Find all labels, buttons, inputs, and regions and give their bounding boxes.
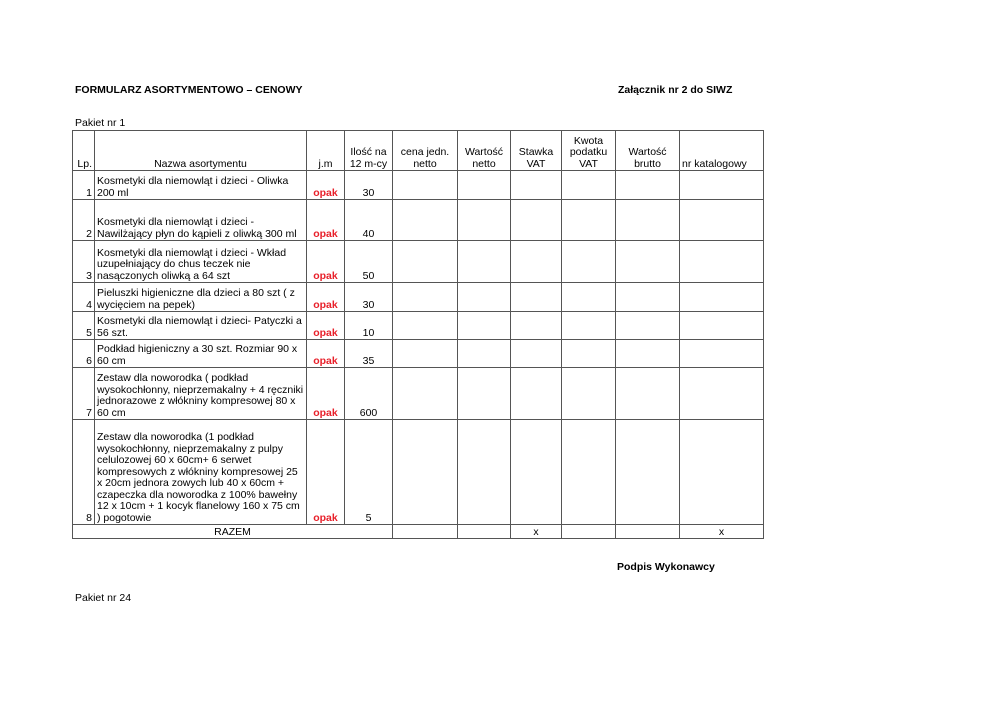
row-catalog-cell (680, 312, 764, 340)
row-vat-amount-cell (562, 283, 616, 312)
row-net-value-cell (458, 420, 511, 525)
row-lp: 8 (73, 420, 95, 525)
summary-unit-price-cell (393, 525, 458, 539)
row-unit: opak (307, 340, 345, 368)
header-vat-rate (511, 131, 562, 171)
row-net-value-cell (458, 241, 511, 283)
header-net-line1: Wartość (464, 146, 504, 158)
row-unit: opak (307, 368, 345, 420)
table-row (73, 368, 764, 420)
row-vat-amount-cell (562, 368, 616, 420)
header-unit-price (393, 131, 458, 171)
attachment-label: Załącznik nr 2 do SIWZ (618, 84, 733, 96)
row-vat-amount-cell (562, 171, 616, 200)
row-vat-amount-cell (562, 340, 616, 368)
row-lp: 6 (73, 340, 95, 368)
row-gross-value-cell (616, 420, 680, 525)
header-net-line2: netto (472, 157, 496, 170)
row-unit-price-cell (393, 241, 458, 283)
header-unit: j.m (307, 131, 345, 171)
row-vat-rate-cell (511, 283, 562, 312)
row-unit-price-cell (393, 420, 458, 525)
row-vat-rate-cell (511, 368, 562, 420)
row-name: Kosmetyki dla niemowląt i dzieci - Wkład uzupełniający do chus teczek nie nasączonych oliwką a 64 szt (95, 241, 307, 283)
row-gross-value-cell (616, 283, 680, 312)
table-row (73, 312, 764, 340)
row-unit: opak (307, 171, 345, 200)
form-title: FORMULARZ ASORTYMENTOWO – CENOWY (75, 84, 303, 96)
row-qty: 30 (345, 283, 393, 312)
row-lp: 5 (73, 312, 95, 340)
header-price-line1: cena jedn. (400, 146, 450, 158)
row-qty: 10 (345, 312, 393, 340)
header-price-line2: netto (413, 157, 437, 170)
row-name: Zestaw dla noworodka (1 podkład wysokochłonny, nieprzemakalny z pulpy celulozowej 60 x 60cm+ 6 serwet kompresowych z włókniny kompresowej 25 x 20cm jednora zowych lub 40 x 60cm + czapeczka dla noworodka z 100% bawełny 12 x 10cm + 1 kocyk flanelowy 160 x 75 cm ) pogotowie (95, 420, 307, 525)
header-qty-line1: Ilość na (350, 146, 387, 158)
row-name: Zestaw dla noworodka ( podkład wysokochłonny, nieprzemakalny + 4 ręczniki jednorazowe z włókniny kompresowej 80 x 60 cm (95, 368, 307, 420)
row-vat-rate-cell (511, 241, 562, 283)
header-tax-line3: VAT (579, 157, 598, 170)
summary-row (73, 525, 764, 539)
row-lp: 4 (73, 283, 95, 312)
row-net-value-cell (458, 340, 511, 368)
row-vat-rate-cell (511, 312, 562, 340)
row-vat-rate-cell (511, 200, 562, 241)
row-catalog-cell (680, 420, 764, 525)
row-qty: 5 (345, 420, 393, 525)
row-qty: 50 (345, 241, 393, 283)
table-row (73, 200, 764, 241)
summary-catalog-mark: x (680, 525, 764, 539)
row-unit: opak (307, 283, 345, 312)
header-net-value (458, 131, 511, 171)
table-header-row (73, 131, 764, 171)
row-gross-value-cell (616, 171, 680, 200)
row-name: Pieluszki higieniczne dla dzieci a 80 szt ( z wycięciem na pepek) (95, 283, 307, 312)
header-catalog-number: nr katalogowy (680, 131, 764, 171)
row-name: Kosmetyki dla niemowląt i dzieci- Patyczki a 56 szt. (95, 312, 307, 340)
header-gross-line1: Wartość (628, 146, 667, 158)
row-gross-value-cell (616, 200, 680, 241)
header-qty (345, 131, 393, 171)
table-row (73, 283, 764, 312)
row-catalog-cell (680, 368, 764, 420)
summary-net-value-cell (458, 525, 511, 539)
row-catalog-cell (680, 171, 764, 200)
row-qty: 35 (345, 340, 393, 368)
row-qty: 40 (345, 200, 393, 241)
header-qty-line2: 12 m-cy (349, 157, 388, 170)
header-tax-line2: podatku (569, 146, 608, 158)
row-name: Kosmetyki dla niemowląt i dzieci - Nawilżający płyn do kąpieli z oliwką 300 ml (95, 200, 307, 241)
package-1-label: Pakiet nr 1 (75, 117, 126, 129)
row-vat-amount-cell (562, 241, 616, 283)
row-gross-value-cell (616, 241, 680, 283)
row-net-value-cell (458, 171, 511, 200)
summary-gross-value-cell (616, 525, 680, 539)
row-lp: 7 (73, 368, 95, 420)
contractor-signature: Podpis Wykonawcy (617, 561, 715, 573)
row-lp: 2 (73, 200, 95, 241)
row-unit-price-cell (393, 312, 458, 340)
row-unit-price-cell (393, 200, 458, 241)
row-unit: opak (307, 420, 345, 525)
row-name: Kosmetyki dla niemowląt i dzieci - Oliwka 200 ml (95, 171, 307, 200)
header-vat-line2: VAT (526, 157, 546, 170)
row-unit-price-cell (393, 340, 458, 368)
row-lp: 1 (73, 171, 95, 200)
row-catalog-cell (680, 241, 764, 283)
row-catalog-cell (680, 200, 764, 241)
header-lp: Lp. (73, 131, 95, 171)
header-tax-line1: Kwota (573, 134, 604, 147)
row-unit-price-cell (393, 171, 458, 200)
row-qty: 600 (345, 368, 393, 420)
row-unit: opak (307, 241, 345, 283)
row-vat-amount-cell (562, 420, 616, 525)
row-vat-rate-cell (511, 340, 562, 368)
row-net-value-cell (458, 312, 511, 340)
row-net-value-cell (458, 368, 511, 420)
summary-vat-mark: x (511, 525, 562, 539)
table-row (73, 420, 764, 525)
summary-vat-amount-cell (562, 525, 616, 539)
row-unit: opak (307, 312, 345, 340)
row-net-value-cell (458, 283, 511, 312)
price-table (72, 130, 764, 539)
row-catalog-cell (680, 283, 764, 312)
header-name: Nazwa asortymentu (95, 131, 307, 171)
summary-label: RAZEM (73, 525, 393, 539)
row-net-value-cell (458, 200, 511, 241)
row-gross-value-cell (616, 340, 680, 368)
header-vat-amount (562, 131, 616, 171)
row-vat-rate-cell (511, 420, 562, 525)
row-vat-rate-cell (511, 171, 562, 200)
row-lp: 3 (73, 241, 95, 283)
header-gross-line2: brutto (634, 157, 661, 170)
row-unit: opak (307, 200, 345, 241)
row-catalog-cell (680, 340, 764, 368)
row-gross-value-cell (616, 368, 680, 420)
table-row (73, 241, 764, 283)
row-vat-amount-cell (562, 312, 616, 340)
row-qty: 30 (345, 171, 393, 200)
row-gross-value-cell (616, 312, 680, 340)
row-vat-amount-cell (562, 200, 616, 241)
header-vat-line1: Stawka (518, 146, 554, 158)
header-gross-value (616, 131, 680, 171)
row-unit-price-cell (393, 368, 458, 420)
table-row (73, 340, 764, 368)
table-row (73, 171, 764, 200)
package-2-label: Pakiet nr 24 (75, 592, 132, 604)
row-name: Podkład higieniczny a 30 szt. Rozmiar 90 x 60 cm (95, 340, 307, 368)
row-unit-price-cell (393, 283, 458, 312)
